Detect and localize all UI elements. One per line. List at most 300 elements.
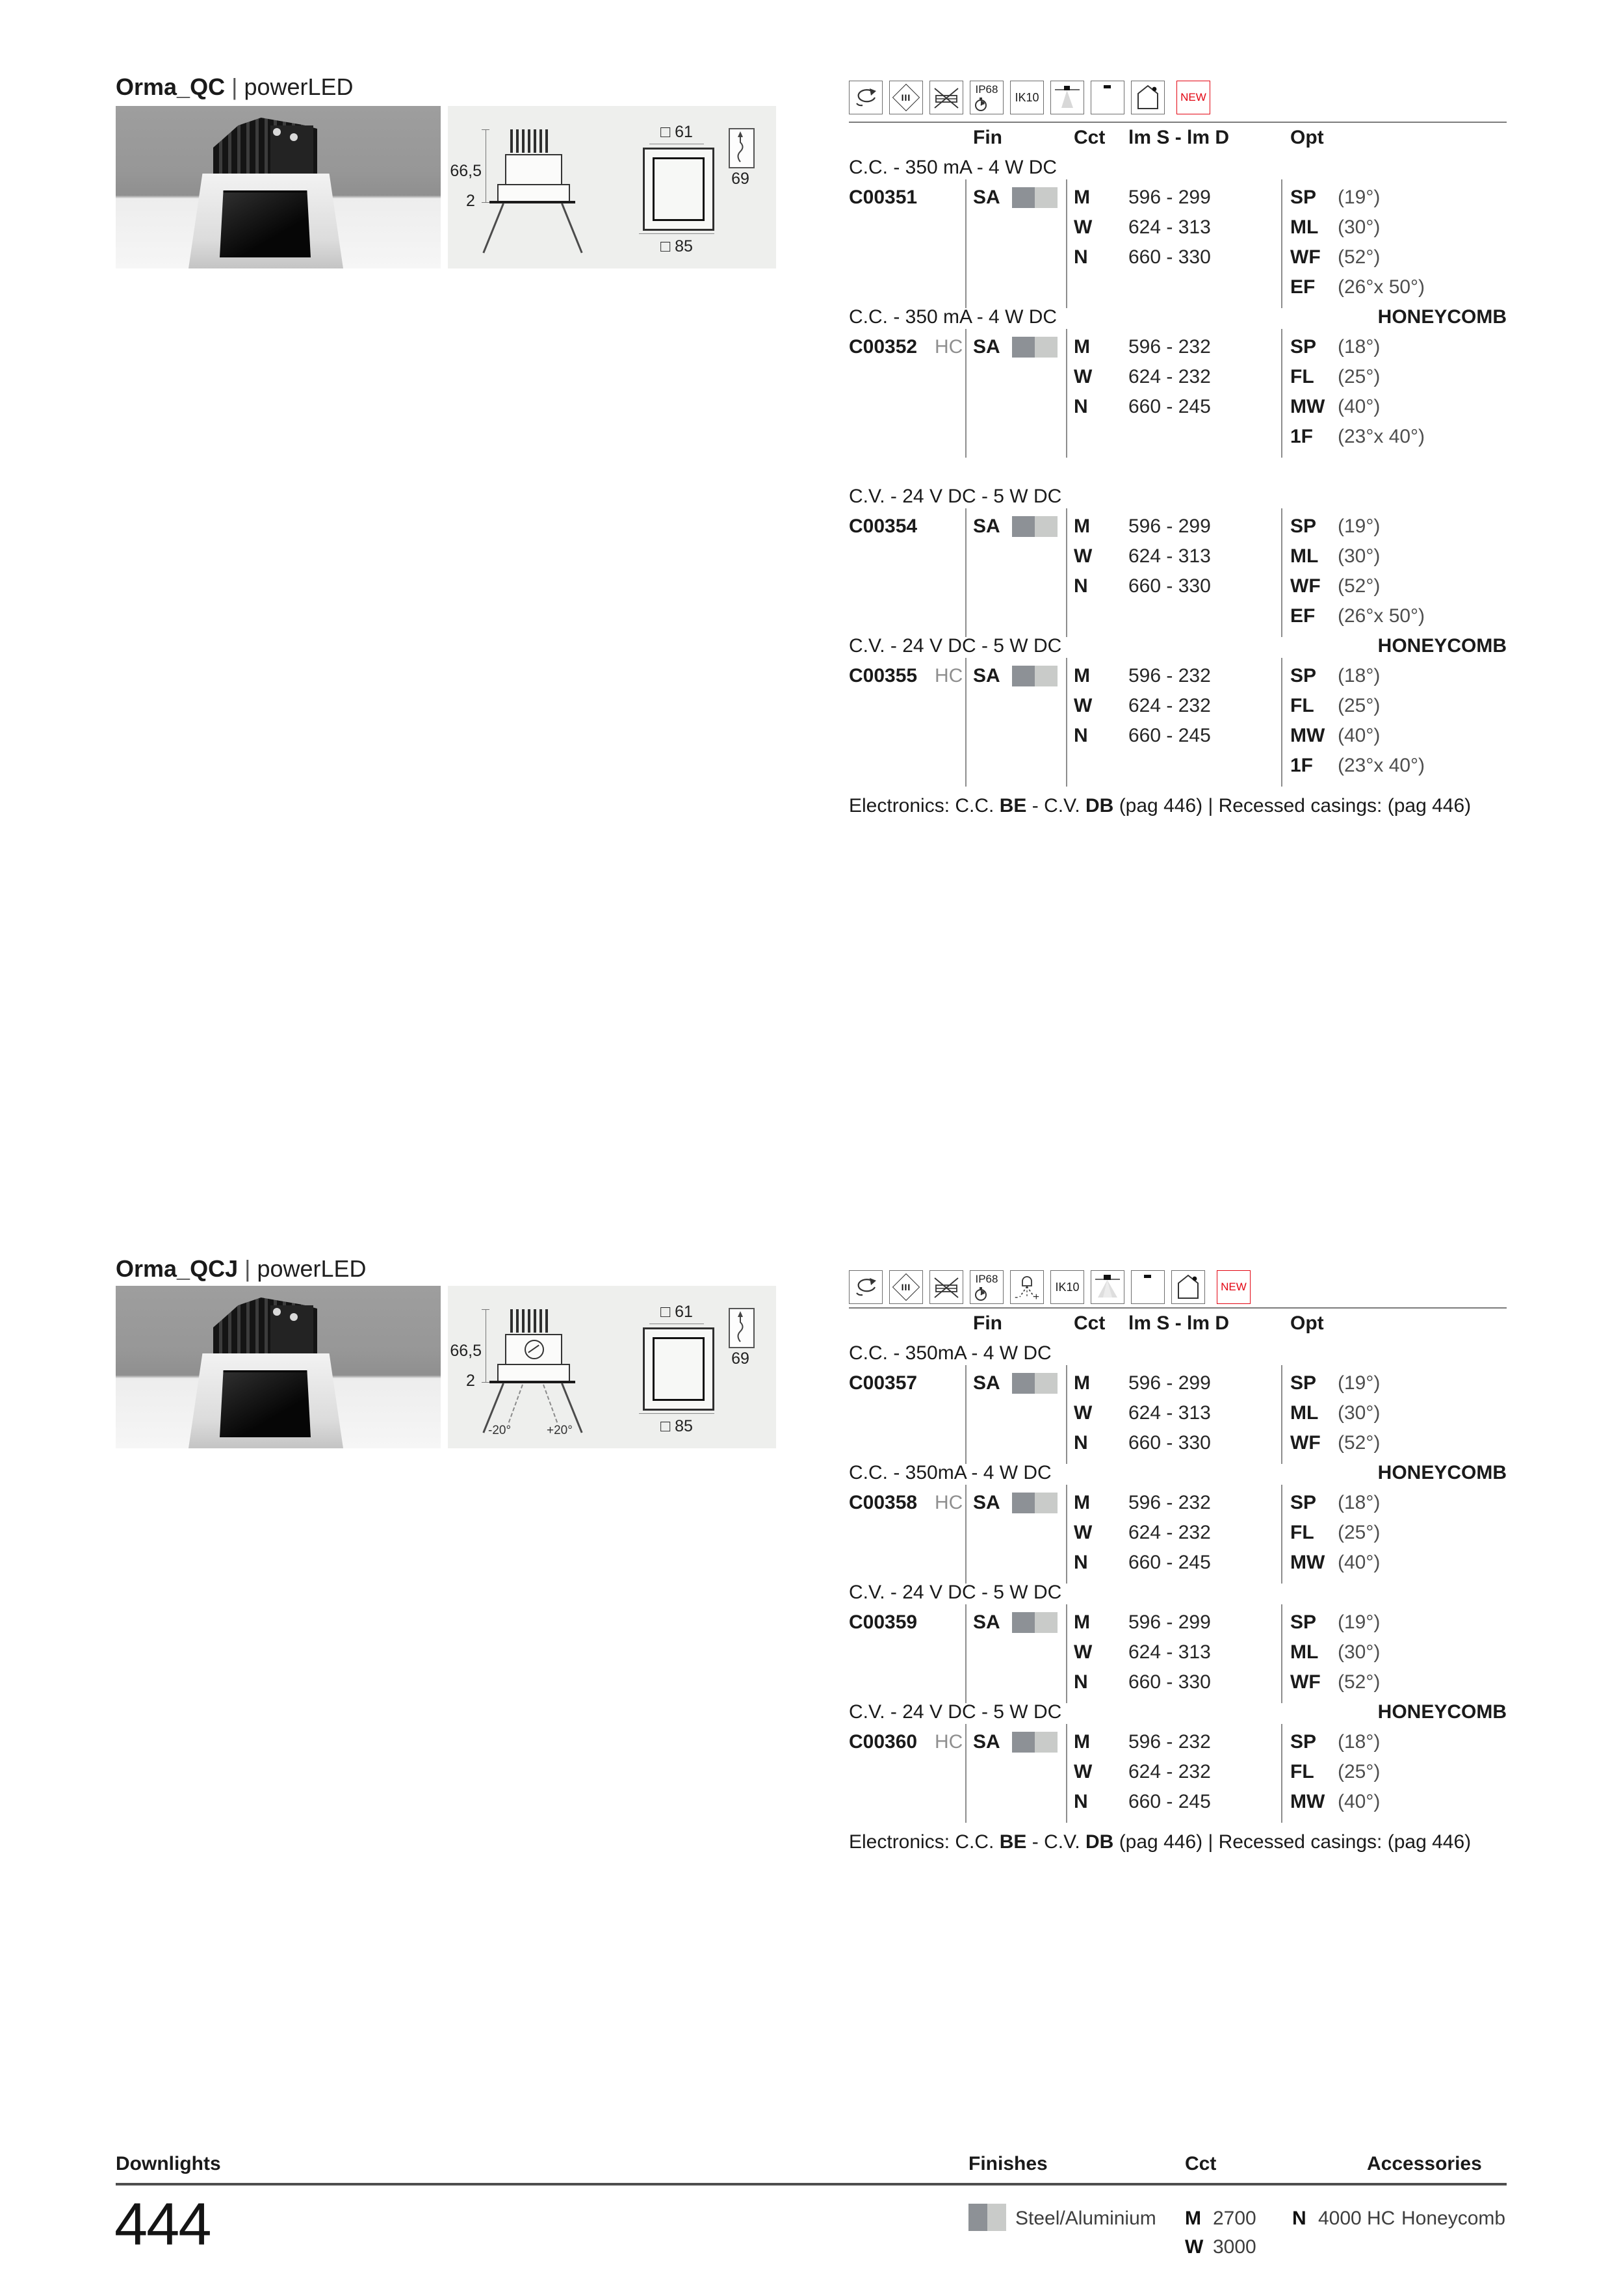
- optic-angle: (18°): [1338, 665, 1381, 686]
- cct-key-n: N: [1292, 2208, 1306, 2229]
- new-label: NEW: [1221, 1281, 1247, 1293]
- optic-angle: (52°): [1338, 1671, 1381, 1693]
- cct-code: M: [1074, 1372, 1090, 1394]
- section-row: [849, 1697, 1507, 1727]
- cct-code: N: [1074, 1432, 1088, 1454]
- dim-line: [639, 1413, 714, 1414]
- product-code: C00354: [849, 515, 918, 537]
- dim-tick: [482, 1382, 489, 1383]
- optic-angle: (30°): [1338, 216, 1381, 238]
- tilt-adjust-icon: [1010, 1270, 1044, 1304]
- cct-code: W: [1074, 1761, 1093, 1782]
- optic-code: MW: [1290, 1791, 1325, 1812]
- swatch-steel: [968, 2204, 987, 2231]
- page-number: 444: [114, 2191, 211, 2258]
- technical-drawing: [448, 106, 776, 268]
- col-header-opt: Opt: [1290, 127, 1324, 148]
- finish-code: SA: [973, 336, 1000, 358]
- electronics-note: [849, 1827, 1507, 1857]
- optic-code: FL: [1290, 1522, 1314, 1543]
- cct-code: W: [1074, 1402, 1093, 1424]
- optic-angle: (30°): [1338, 1641, 1381, 1663]
- hc-tag: HC: [935, 336, 963, 358]
- table-header-row: [849, 1309, 1507, 1338]
- optic-code: ML: [1290, 216, 1319, 238]
- finish-code: SA: [973, 187, 1000, 208]
- section-label: C.V. - 24 V DC - 5 W DC: [849, 486, 1062, 507]
- optic-row: [849, 661, 1507, 691]
- recess-depth-label: 69: [731, 1350, 749, 1368]
- class-iii-label: III: [901, 1282, 911, 1292]
- optic-row: [849, 1428, 1507, 1458]
- section-label: C.C. - 350mA - 4 W DC: [849, 1462, 1052, 1483]
- lumen-value: 660 - 330: [1128, 1432, 1211, 1454]
- cct-value-n: 4000: [1318, 2208, 1362, 2229]
- col-header-lumen: lm S - lm D: [1128, 1312, 1230, 1334]
- finish-code: SA: [973, 665, 1000, 686]
- accessory-key: HC: [1367, 2208, 1396, 2229]
- lumen-value: 660 - 245: [1128, 725, 1211, 746]
- indoor-use-icon: [1131, 81, 1165, 114]
- rotatable-icon: [849, 1270, 883, 1304]
- optic-code: MW: [1290, 1552, 1325, 1573]
- product-family: powerLED: [257, 1255, 367, 1282]
- note-text: Electronics: C.C.: [849, 795, 1000, 816]
- certification-icons: [849, 1270, 1251, 1304]
- optic-code: SP: [1290, 665, 1317, 686]
- footer-section-label: Downlights: [116, 2153, 221, 2174]
- product-code: C00360: [849, 1731, 918, 1753]
- ik10-label: IK10: [1055, 1280, 1080, 1294]
- finish-code: SA: [973, 1731, 1000, 1753]
- cct-code: N: [1074, 1552, 1088, 1573]
- product-title: [116, 73, 354, 101]
- cct-code: N: [1074, 396, 1088, 417]
- note-text: Electronics: C.C.: [849, 1831, 1000, 1853]
- swatch-aluminium: [987, 2204, 1006, 2231]
- honeycomb-label: HONEYCOMB: [1377, 1462, 1507, 1483]
- optic-row: [849, 1787, 1507, 1817]
- lumen-value: 596 - 299: [1128, 515, 1211, 537]
- optic-row: [849, 541, 1507, 571]
- note-text: - C.V.: [1026, 1831, 1086, 1853]
- optic-angle: (30°): [1338, 1402, 1381, 1424]
- note-bold: DB: [1085, 795, 1114, 816]
- optic-row: [849, 422, 1507, 452]
- lumen-value: 596 - 232: [1128, 665, 1211, 686]
- section-trim-shape: [497, 1364, 570, 1382]
- optic-code: SP: [1290, 1731, 1317, 1753]
- product-code: C00351: [849, 187, 918, 208]
- cct-code: N: [1074, 575, 1088, 597]
- title-separator: |: [244, 1255, 251, 1282]
- optic-angle: (40°): [1338, 1791, 1381, 1812]
- optic-code: ML: [1290, 545, 1319, 567]
- product-photo: [116, 106, 441, 268]
- table-group: [849, 332, 1507, 452]
- optic-row: [849, 1667, 1507, 1697]
- section-label: C.C. - 350mA - 4 W DC: [849, 1342, 1052, 1364]
- new-label: NEW: [1180, 91, 1206, 103]
- optic-code: ML: [1290, 1641, 1319, 1663]
- optic-row: [849, 601, 1507, 631]
- optic-row: [849, 1727, 1507, 1757]
- tilt-plus: +: [1033, 1292, 1039, 1303]
- lumen-value: 660 - 245: [1128, 396, 1211, 417]
- optic-angle: (52°): [1338, 1432, 1381, 1454]
- optic-angle: (23°x 40°): [1338, 755, 1425, 776]
- cct-code: M: [1074, 1492, 1090, 1513]
- optic-row: [849, 1608, 1507, 1637]
- lumen-value: 624 - 313: [1128, 216, 1211, 238]
- product-code: C00358: [849, 1492, 918, 1513]
- optic-code: EF: [1290, 276, 1316, 298]
- front-view-square: [643, 148, 714, 231]
- cct-code: M: [1074, 187, 1090, 208]
- cct-code: M: [1074, 665, 1090, 686]
- dim-tick: [482, 202, 489, 203]
- dim-tick: [482, 1309, 489, 1310]
- cct-code: N: [1074, 1791, 1088, 1812]
- lumen-value: 596 - 232: [1128, 336, 1211, 358]
- cct-key-m: M: [1185, 2208, 1201, 2229]
- optic-row: [849, 213, 1507, 242]
- tilt-dash-line: [508, 1385, 523, 1423]
- optic-angle: (18°): [1338, 1731, 1381, 1753]
- section-label: C.V. - 24 V DC - 5 W DC: [849, 635, 1062, 657]
- optic-row: [849, 272, 1507, 302]
- optic-angle: (25°): [1338, 1761, 1381, 1782]
- optic-angle: (25°): [1338, 366, 1381, 387]
- col-header-opt: Opt: [1290, 1312, 1324, 1334]
- finish-code: SA: [973, 1611, 1000, 1633]
- cct-code: W: [1074, 1641, 1093, 1663]
- aperture-shape: [220, 190, 311, 257]
- lumen-value: 624 - 232: [1128, 1761, 1211, 1782]
- indoor-use-icon: [1171, 1270, 1205, 1304]
- optic-code: SP: [1290, 515, 1317, 537]
- lumen-value: 596 - 299: [1128, 1611, 1211, 1633]
- cct-code: N: [1074, 1671, 1088, 1693]
- table-group: [849, 1608, 1507, 1697]
- lumen-value: 660 - 330: [1128, 246, 1211, 268]
- section-body-shape: [505, 1334, 562, 1365]
- front-view-inner-square: [653, 157, 705, 221]
- table-group: [849, 183, 1507, 302]
- optic-code: EF: [1290, 605, 1316, 627]
- aperture-dim-label: □ 61: [660, 123, 693, 141]
- recess-depth-icon: [729, 128, 755, 168]
- optic-row: [849, 1757, 1507, 1787]
- optic-row: [849, 1548, 1507, 1578]
- optic-code: WF: [1290, 246, 1321, 268]
- cct-code: W: [1074, 1522, 1093, 1543]
- footer-cct-header: Cct: [1185, 2153, 1217, 2174]
- cct-code: W: [1074, 366, 1093, 387]
- section-body-shape: [505, 154, 562, 185]
- cct-code: M: [1074, 336, 1090, 358]
- finish-code: SA: [973, 515, 1000, 537]
- lumen-value: 624 - 313: [1128, 1641, 1211, 1663]
- product-title: [116, 1255, 367, 1283]
- optic-row: [849, 1637, 1507, 1667]
- optic-angle: (52°): [1338, 575, 1381, 597]
- optic-row: [849, 392, 1507, 422]
- optic-angle: (40°): [1338, 396, 1381, 417]
- optic-code: SP: [1290, 1372, 1317, 1394]
- lumen-value: 660 - 330: [1128, 1671, 1211, 1693]
- trim-dim-label: □ 85: [660, 237, 693, 255]
- lumen-value: 660 - 330: [1128, 575, 1211, 597]
- screw-dot: [273, 1308, 281, 1316]
- spring-leg: [561, 203, 582, 254]
- front-view-inner-square: [653, 1337, 705, 1401]
- trim-dim-label: □ 85: [660, 1417, 693, 1435]
- table-group: [849, 661, 1507, 781]
- optic-row: [849, 721, 1507, 751]
- optic-angle: (23°x 40°): [1338, 426, 1425, 447]
- section-label: C.C. - 350 mA - 4 W DC: [849, 157, 1058, 178]
- section-row: [849, 153, 1507, 183]
- note-text: (pag 446) | Recessed casings: (pag 446): [1113, 1831, 1472, 1853]
- optic-row: [849, 332, 1507, 362]
- product-name: Orma_QC: [116, 73, 226, 100]
- honeycomb-label: HONEYCOMB: [1377, 1701, 1507, 1723]
- product-code: C00357: [849, 1372, 918, 1394]
- optic-angle: (25°): [1338, 1522, 1381, 1543]
- front-view-square: [643, 1327, 714, 1411]
- spec-table: [849, 1307, 1507, 1857]
- optic-angle: (40°): [1338, 725, 1381, 746]
- ceiling-box-icon: [1091, 81, 1124, 114]
- cct-code: N: [1074, 725, 1088, 746]
- table-group: [849, 1488, 1507, 1578]
- optic-row: [849, 183, 1507, 213]
- honeycomb-label: HONEYCOMB: [1377, 306, 1507, 328]
- hc-tag: HC: [935, 1492, 963, 1513]
- note-text: (pag 446) | Recessed casings: (pag 446): [1113, 795, 1472, 816]
- cct-code: W: [1074, 545, 1093, 567]
- optic-code: WF: [1290, 575, 1321, 597]
- ip68-label: IP68: [975, 1273, 998, 1285]
- lumen-value: 596 - 232: [1128, 1731, 1211, 1753]
- cct-value-w: 3000: [1213, 2236, 1256, 2258]
- section-label: C.C. - 350 mA - 4 W DC: [849, 306, 1058, 328]
- optic-code: SP: [1290, 1611, 1317, 1633]
- table-group: [849, 512, 1507, 631]
- aperture-shape: [220, 1370, 311, 1437]
- optic-angle: (25°): [1338, 695, 1381, 716]
- dim-line: [639, 233, 714, 234]
- section-heatsink-shape: [510, 1309, 551, 1333]
- tilt-minus: -: [1015, 1292, 1019, 1303]
- cct-key-w: W: [1185, 2236, 1204, 2258]
- footer-finishes-header: Finishes: [968, 2153, 1048, 2174]
- trim-thickness-label: 2: [466, 1372, 475, 1390]
- table-group: [849, 1727, 1507, 1817]
- optic-code: FL: [1290, 1761, 1314, 1782]
- product-code: C00355: [849, 665, 918, 686]
- table-header-row: [849, 123, 1507, 153]
- section-row: [849, 1578, 1507, 1608]
- recess-depth-label: 69: [731, 170, 749, 188]
- technical-drawing: [448, 1286, 776, 1448]
- optic-code: 1F: [1290, 426, 1314, 447]
- lumen-value: 624 - 232: [1128, 1522, 1211, 1543]
- section-heatsink-shape: [510, 129, 551, 153]
- height-label: 66,5: [450, 162, 482, 180]
- optic-angle: (52°): [1338, 246, 1381, 268]
- finish-code: SA: [973, 1372, 1000, 1394]
- footer-rule: [116, 2183, 1507, 2185]
- cct-code: W: [1074, 216, 1093, 238]
- hc-tag: HC: [935, 665, 963, 686]
- ip68-icon: [970, 1270, 1004, 1304]
- aperture-dim-label: □ 61: [660, 1303, 693, 1321]
- lumen-value: 596 - 299: [1128, 187, 1211, 208]
- optic-code: FL: [1290, 695, 1314, 716]
- optic-code: ML: [1290, 1402, 1319, 1424]
- section-trim-shape: [497, 184, 570, 202]
- optic-angle: (40°): [1338, 1552, 1381, 1573]
- ik10-icon: [1050, 1270, 1084, 1304]
- optic-row: [849, 1488, 1507, 1518]
- finish-name: Steel/Aluminium: [1015, 2208, 1156, 2229]
- lumen-value: 596 - 232: [1128, 1492, 1211, 1513]
- optic-row: [849, 512, 1507, 541]
- lumen-value: 624 - 232: [1128, 695, 1211, 716]
- optic-code: FL: [1290, 366, 1314, 387]
- product-photo: [116, 1286, 441, 1448]
- ip68-label: IP68: [975, 83, 998, 96]
- dim-tick: [482, 129, 489, 130]
- col-header-cct: Cct: [1074, 1312, 1106, 1334]
- recess-depth-icon: [729, 1308, 755, 1348]
- product-code: C00359: [849, 1611, 918, 1633]
- note-bold: BE: [999, 795, 1027, 816]
- optic-code: SP: [1290, 187, 1317, 208]
- optic-code: WF: [1290, 1671, 1321, 1693]
- optic-row: [849, 1518, 1507, 1548]
- note-text: - C.V.: [1026, 795, 1086, 816]
- screw-dot: [290, 1313, 298, 1321]
- col-header-lumen: lm S - lm D: [1128, 127, 1230, 148]
- optic-row: [849, 691, 1507, 721]
- optic-code: MW: [1290, 396, 1325, 417]
- product-code: C00352: [849, 336, 918, 358]
- no-cover-icon: [929, 1270, 963, 1304]
- optic-angle: (30°): [1338, 545, 1381, 567]
- optic-row: [849, 571, 1507, 601]
- ceiling-box-icon: [1131, 1270, 1165, 1304]
- cct-code: M: [1074, 1611, 1090, 1633]
- tilt-neg-label: -20°: [488, 1424, 512, 1437]
- hc-tag: HC: [935, 1731, 963, 1753]
- col-header-fin: Fin: [973, 1312, 1002, 1334]
- table-group: [849, 1368, 1507, 1458]
- product-name: Orma_QCJ: [116, 1255, 239, 1282]
- ik10-icon: [1010, 81, 1044, 114]
- optic-code: 1F: [1290, 755, 1314, 776]
- ip68-icon: [970, 81, 1004, 114]
- new-badge: [1176, 81, 1210, 114]
- class-iii-label: III: [901, 92, 911, 103]
- recessed-beam-icon: [1050, 81, 1084, 114]
- screw-dot: [273, 128, 281, 136]
- rotatable-icon: [849, 81, 883, 114]
- section-label: C.V. - 24 V DC - 5 W DC: [849, 1582, 1062, 1603]
- spring-leg: [482, 203, 504, 254]
- title-separator: |: [231, 73, 238, 100]
- optic-row: [849, 242, 1507, 272]
- optic-row: [849, 1398, 1507, 1428]
- optic-code: SP: [1290, 336, 1317, 358]
- height-label: 66,5: [450, 1342, 482, 1360]
- electronics-note: [849, 791, 1507, 821]
- optic-code: WF: [1290, 1432, 1321, 1454]
- accessory-value: Honeycomb: [1401, 2208, 1506, 2229]
- footer-finish-swatch: [968, 2204, 1006, 2231]
- section-row: [849, 482, 1507, 512]
- cct-code: M: [1074, 1731, 1090, 1753]
- class-iii-icon: [889, 1270, 923, 1304]
- section-row: [849, 1458, 1507, 1488]
- optic-angle: (26°x 50°): [1338, 605, 1425, 627]
- optic-row: [849, 751, 1507, 781]
- optic-angle: (19°): [1338, 187, 1381, 208]
- class-iii-icon: [889, 81, 923, 114]
- optic-code: MW: [1290, 725, 1325, 746]
- gimbal-lens-shape: [525, 1340, 544, 1359]
- spec-table: [849, 122, 1507, 821]
- cct-code: M: [1074, 515, 1090, 537]
- lumen-value: 660 - 245: [1128, 1791, 1211, 1812]
- product-family: powerLED: [244, 73, 354, 100]
- lumen-value: 624 - 313: [1128, 545, 1211, 567]
- recessed-beam-wide-icon: [1091, 1270, 1124, 1304]
- certification-icons: [849, 81, 1210, 114]
- optic-angle: (18°): [1338, 336, 1381, 358]
- cct-code: W: [1074, 695, 1093, 716]
- table-gap: [849, 452, 1507, 482]
- col-header-cct: Cct: [1074, 127, 1106, 148]
- no-cover-icon: [929, 81, 963, 114]
- optic-row: [849, 362, 1507, 392]
- note-bold: BE: [999, 1831, 1027, 1853]
- honeycomb-label: HONEYCOMB: [1377, 635, 1507, 657]
- col-header-fin: Fin: [973, 127, 1002, 148]
- finish-code: SA: [973, 1492, 1000, 1513]
- tilt-pos-label: +20°: [547, 1424, 573, 1437]
- section-row: [849, 631, 1507, 661]
- new-badge: [1217, 1270, 1251, 1304]
- optic-angle: (19°): [1338, 1611, 1381, 1633]
- cct-value-m: 2700: [1213, 2208, 1256, 2229]
- optic-angle: (26°x 50°): [1338, 276, 1425, 298]
- lumen-value: 660 - 245: [1128, 1552, 1211, 1573]
- optic-angle: (19°): [1338, 515, 1381, 537]
- optic-row: [849, 1368, 1507, 1398]
- screw-dot: [290, 133, 298, 141]
- optic-angle: (19°): [1338, 1372, 1381, 1394]
- lumen-value: 596 - 299: [1128, 1372, 1211, 1394]
- tilt-dash-line: [543, 1385, 558, 1423]
- trim-thickness-label: 2: [466, 192, 475, 210]
- section-row: [849, 302, 1507, 332]
- ik10-label: IK10: [1015, 90, 1039, 104]
- cct-code: N: [1074, 246, 1088, 268]
- lumen-value: 624 - 232: [1128, 366, 1211, 387]
